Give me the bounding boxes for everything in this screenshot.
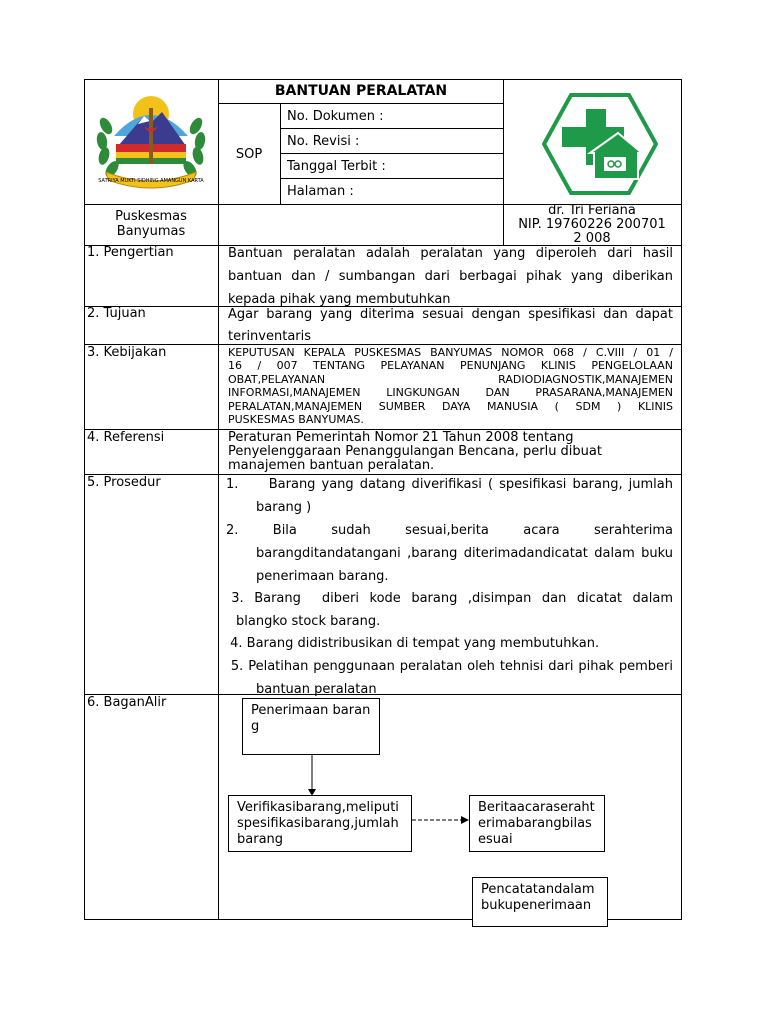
puskesmas-cross-house-icon — [542, 93, 658, 195]
prosedur-list — [226, 477, 673, 697]
field-halaman: Halaman : — [287, 184, 354, 199]
field-tanggal-terbit: Tanggal Terbit : — [287, 159, 386, 174]
left-logo — [92, 86, 210, 196]
pengertian-line: Bantuan peralatan adalah peralatan yang diperoleh dari hasil — [228, 246, 673, 261]
document-title: BANTUAN PERALATAN — [274, 83, 448, 99]
signer-nip-line2: 2 008 — [573, 231, 611, 246]
kebijakan-line: 16 / 007 TENTANG PELAYANAN PENUNJANG KLINIS PENGELOLAAN — [228, 359, 673, 373]
flow-box-berita-acara: Beritaacaraserahterimabarangbilasesuai — [469, 795, 605, 852]
kebijakan-line: PUSKESMAS BANYUMAS. — [228, 413, 364, 427]
tujuan-text — [228, 307, 673, 344]
pengertian-text — [228, 246, 673, 307]
row-label-pengertian: 1. Pengertian — [87, 245, 174, 260]
prosedur-step-text: 5. Pelatihan penggunaan peralatan oleh tehnisi dari pihak pemberi — [226, 659, 673, 674]
field-no-dokumen: No. Dokumen : — [287, 109, 384, 124]
prosedur-step — [226, 659, 673, 697]
flow-arrow-right — [412, 813, 470, 827]
prosedur-step — [226, 591, 673, 636]
kebijakan-line: KEPUTUSAN KEPALA PUSKESMAS BANYUMAS NOMOR 068 / C.VIII / 01 / — [228, 346, 673, 359]
puskesmas-logo — [542, 93, 658, 195]
tujuan-line: Agar barang yang diterima sesuai dengan spesifikasi dan dapat — [228, 307, 673, 322]
referensi-line: Peraturan Pemerintah Nomor 21 Tahun 2008 tentang — [228, 430, 574, 445]
referensi-line: manajemen bantuan peralatan. — [228, 458, 435, 473]
tujuan-line: terinventaris — [228, 329, 312, 344]
row-label-referensi: 4. Referensi — [87, 430, 165, 445]
field-no-revisi: No. Revisi : — [287, 134, 360, 149]
prosedur-step-text: 4. Barang didistribusikan di tempat yang membutuhkan. — [226, 636, 600, 651]
prosedur-step-text: penerimaan barang. — [256, 569, 389, 584]
referensi-text — [228, 431, 673, 473]
signer-nip-line1: NIP. 19760226 200701 — [518, 217, 666, 232]
row-label-kebijakan: 3. Kebijakan — [87, 345, 167, 360]
referensi-line: Penyelenggaraan Penanggulangan Bencana, perlu dibuat — [228, 444, 602, 459]
row-label-baganalir: 6. BaganAlir — [87, 695, 167, 710]
prosedur-step — [226, 477, 673, 523]
signer-name: dr. Tri Feriana — [548, 203, 636, 218]
org-name-line1: Puskesmas — [115, 209, 187, 224]
flow-box-pencatatan: Pencatatandalambukupenerimaan — [472, 877, 608, 927]
row-label-tujuan: 2. Tujuan — [87, 306, 146, 321]
flow-box-penerimaan: Penerimaan barang — [242, 698, 380, 755]
svg-text:SATRIYA MUKTI SIDHING AMANGUN: SATRIYA MUKTI SIDHING AMANGUN KARTA — [98, 178, 204, 184]
org-name-line2: Banyumas — [116, 224, 186, 239]
prosedur-step-text: 2. Bila sudah sesuai,berita acara serahterima — [226, 523, 673, 538]
flow-arrow-down — [300, 755, 324, 797]
prosedur-step-text: 3. Barang diberi kode barang ,disimpan dan dicatat dalam — [226, 591, 673, 606]
flow-box-verifikasi: Verifikasibarang,meliputispesifikasibarang,jumlahbarang — [228, 795, 412, 852]
sop-label: SOP — [235, 147, 263, 162]
kebijakan-line: INFORMASI,MANAJEMEN LINGKUNGAN DAN PRASARANA,MANAJEMEN — [228, 386, 673, 400]
kebijakan-line: OBAT,PELAYANAN RADIODIAGNOSTIK,MANAJEMEN — [228, 372, 673, 386]
kebijakan-text — [228, 346, 673, 426]
prosedur-step-text: bantuan peralatan — [256, 682, 377, 697]
prosedur-step — [226, 523, 673, 591]
row-label-prosedur: 5. Prosedur — [87, 475, 161, 490]
prosedur-step-text: 1. Barang yang datang diverifikasi ( spesifikasi barang, jumlah — [226, 477, 673, 492]
regency-emblem-icon — [92, 86, 210, 196]
prosedur-step — [226, 636, 673, 659]
kebijakan-line: PERALATAN,MANAJEMEN SUMBER DAYA MANUSIA ( SDM ) KLINIS — [228, 399, 673, 413]
prosedur-step-text: blangko stock barang. — [236, 614, 381, 629]
pengertian-line: bantuan dan / sumbangan dari berbagai pihak yang diberikan — [228, 269, 673, 284]
prosedur-step-text: barang ) — [256, 500, 312, 515]
pengertian-line: kepada pihak yang membutuhkan — [228, 292, 451, 307]
prosedur-step-text: barangditandatangani ,barang diterimadandicatat dalam buku — [256, 546, 673, 561]
